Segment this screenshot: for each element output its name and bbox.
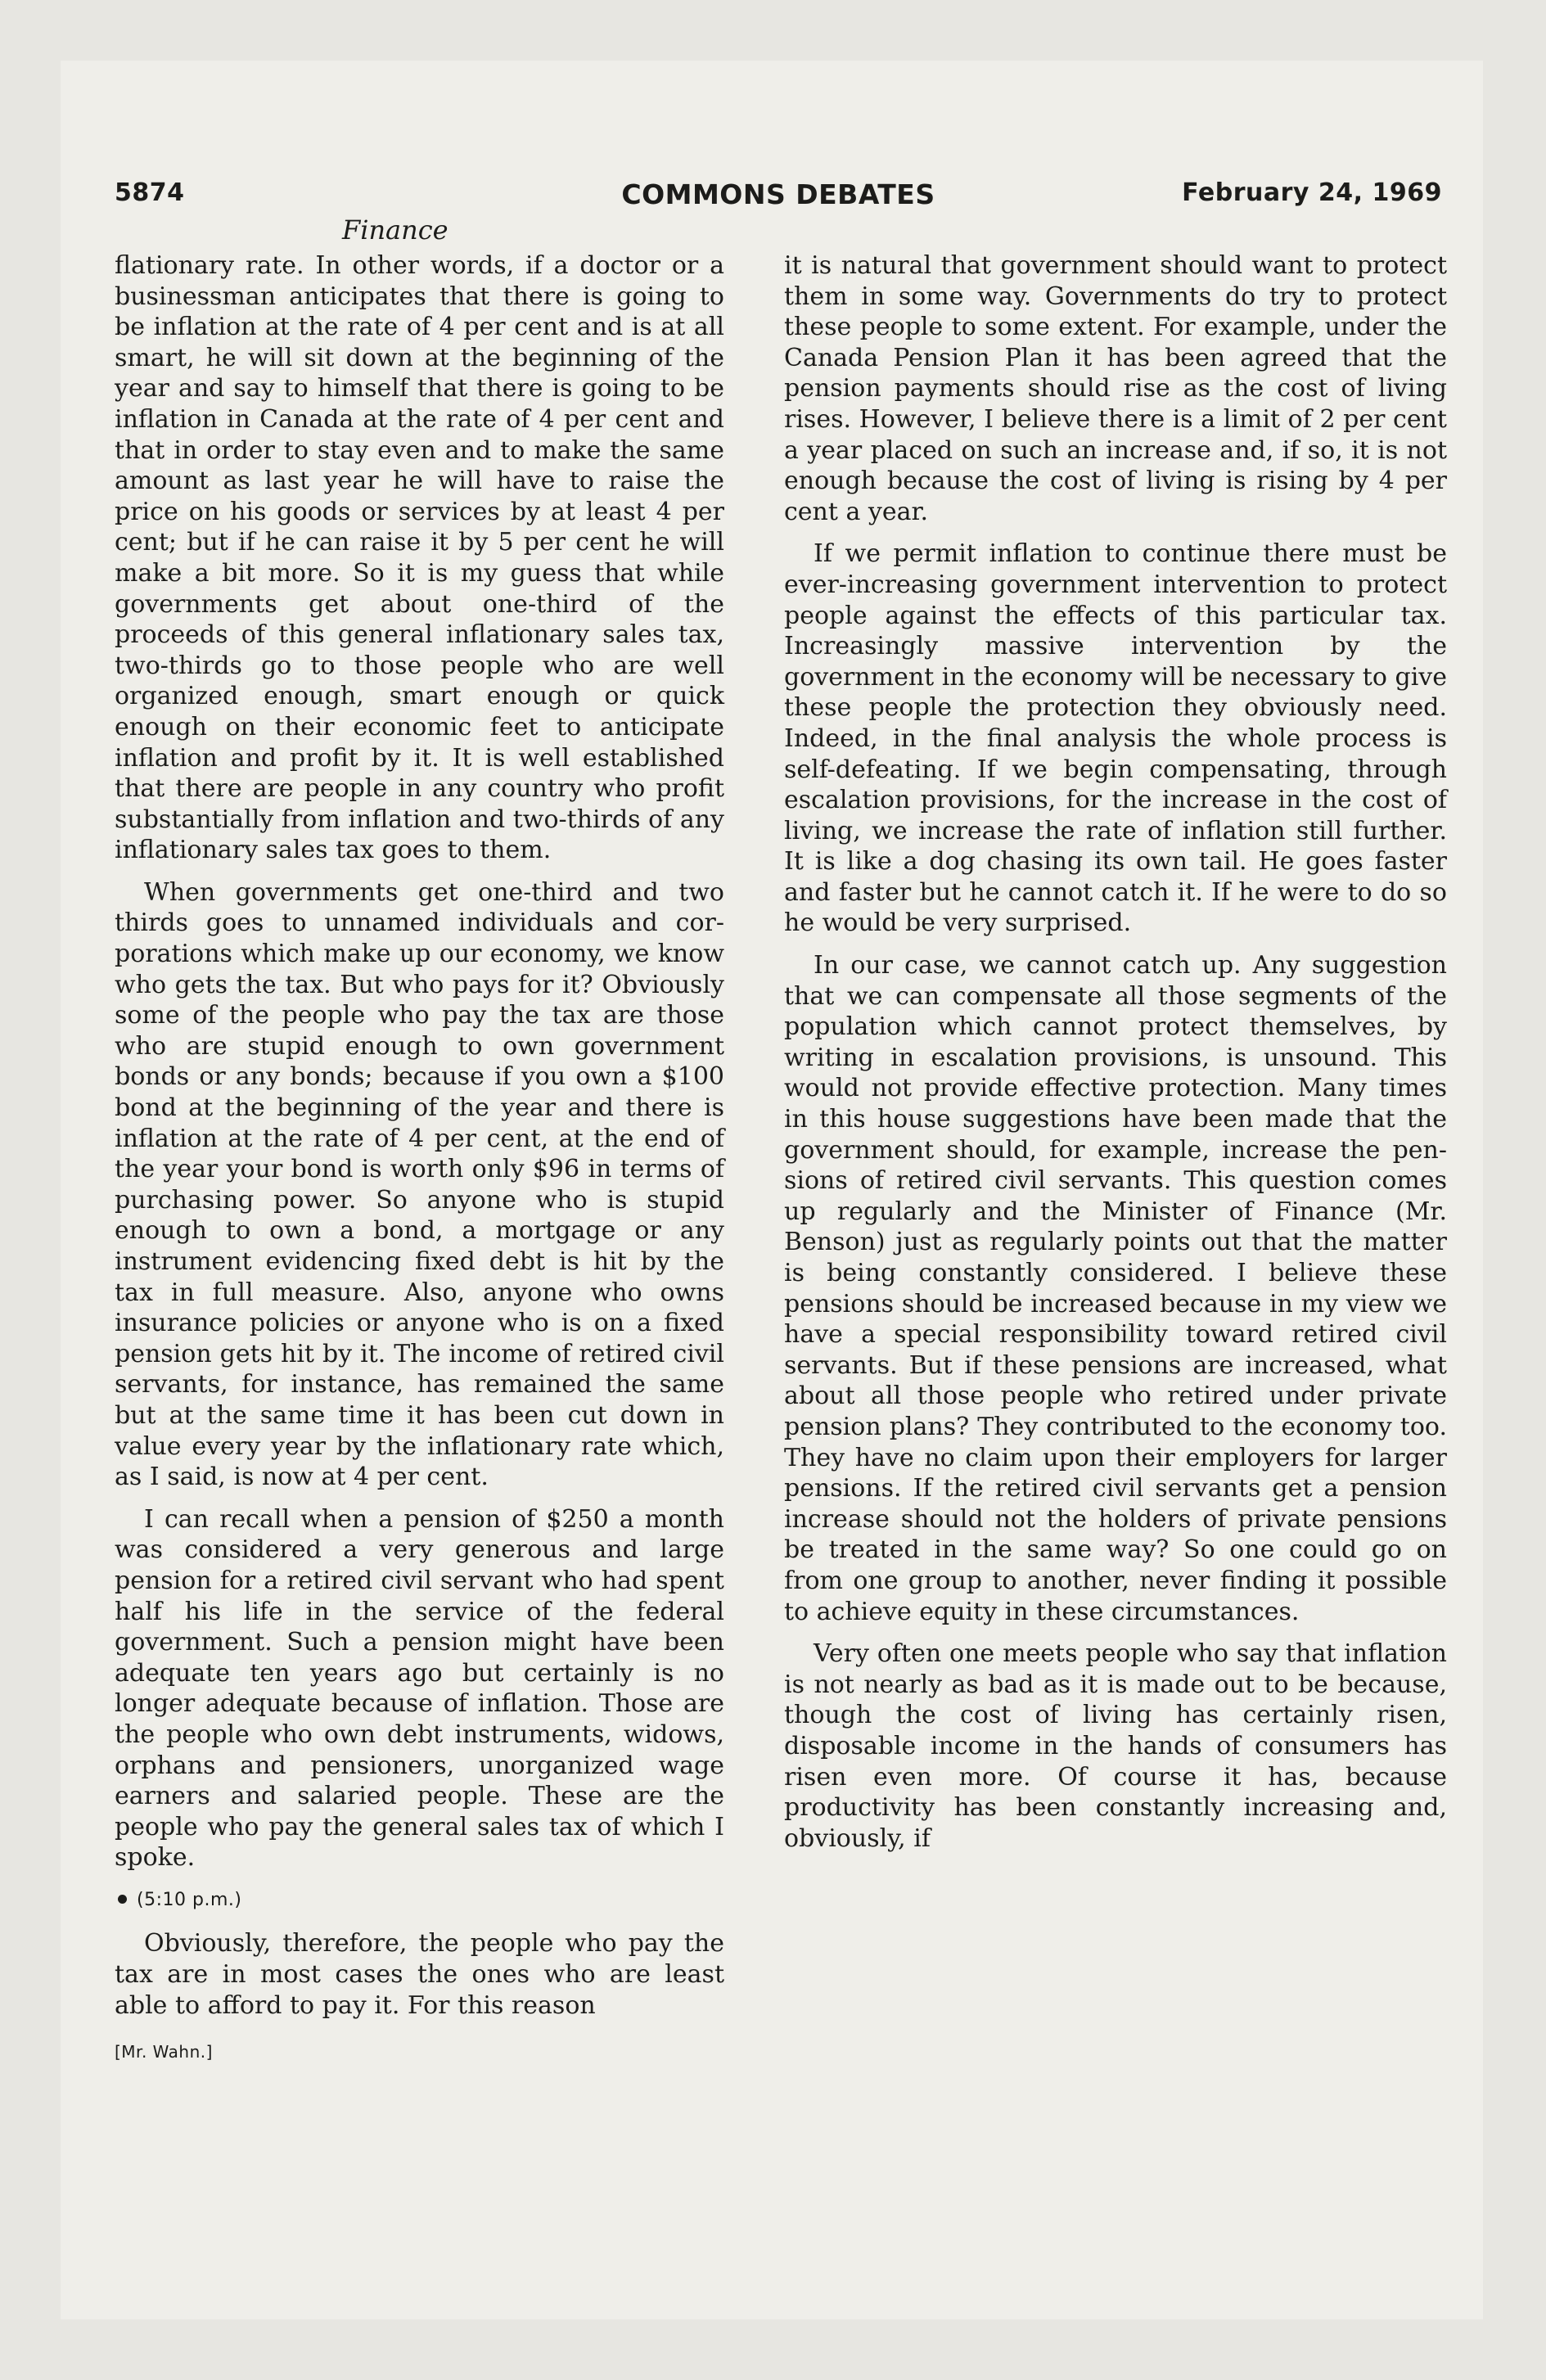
paragraph: it is natural that government should want to protect them in some way. Governments do try to protect these people to some extent. For example, under the Canada Pension Plan it has been agreed that the pension payments should rise as the cost of living rises. However, I believe there is a limit of 2 per cent a year placed on such an increase and, if so, it is not enough because the cost of living is rising by 4 per cent a year. (784, 251, 1447, 526)
paragraph: When governments get one-third and two thirds goes to unnamed individuals and corporations which make up our economy, we know who gets the tax. But who pays for it? Obviously some of the people who pay the tax are those who are stupid enough to own government bonds or any bonds; because if you own a $100 bond at the beginning of the year and there is inflation at the rate of 4 per cent, at the end of the year your bond is worth only $96 in terms of purchasing power. So anyone who is stupid enough to own a bond, a mortgage or any instrument evidencing fixed debt is hit by the tax in full measure. Also, anyone who owns insurance policies or anyone who is on a fixed pension gets hit by it. The income of retired civil servants, for instance, has remained the same but at the same time it has been cut down in value every year by the inflationary rate which, as I said, is now at 4 per cent. (115, 877, 724, 1492)
paragraph: In our case, we cannot catch up. Any suggestion that we can compensate all those segments of the population which cannot protect themselves, by writing in escalation provisions, is unsound. This would not provide effective protection. Many times in this house suggestions have been made that the government should, for example, increase the pensions of retired civil servants. This question comes up regularly and the Minister of Finance (Mr. Benson) just as regularly points out that the matter is being constantly considered. I believe these pensions should be increased because in my view we have a special responsibility toward retired civil servants. But if these pensions are increased, what about all those people who retired under private pension plans? They contributed to the economy too. They have no claim upon their employers for larger pensions. If the retired civil servants get a pension increase should not the holders of private pensions be treated in the same way? So one could go on from one group to another, never finding it possible to achieve equity in these circumstances. (784, 951, 1447, 1626)
subject-heading: Finance (342, 214, 448, 246)
speaker-attribution: [Mr. Wahn.] (115, 2042, 213, 2062)
publication-title: COMMONS DEBATES (621, 178, 935, 210)
paragraph: Very often one meets people who say that inflation is not nearly as bad as it is made out to be because, though the cost of living has certainly risen, disposable income in the hands of consumers has risen even more. Of course it has, because productivity has been constantly increasing and, obviously, if (784, 1639, 1447, 1853)
paragraph: I can recall when a pension of $250 a month was considered a very generous and large pension for a retired civil servant who had spent half his life in the service of the federal government. Such a pension might have been adequate ten years ago but certainly is no longer adequate because of inflation. Those are the people who own debt instruments, widows, orphans and pensioners, unorganized wage earners and salaried people. These are the people who pay the general sales tax of which I spoke. (115, 1504, 724, 1873)
left-column (115, 250, 724, 2068)
bullet-icon (118, 1895, 127, 1904)
paragraph: If we permit inflation to continue there must be ever-increasing government intervention to protect people against the effects of this particular tax. Increasingly massive intervention by the government in the economy will be necessary to give these people the protection they obviously need. Indeed, in the final analysis the whole process is self-defeating. If we begin compensating, through escalation provisions, for the increase in the cost of living, we increase the rate of inflation still further. It is like a dog chasing its own tail. He goes faster and faster but he cannot catch it. If he were to do so he would be very surprised. (784, 539, 1447, 938)
time-stamp (115, 1885, 724, 1916)
right-column (784, 250, 1447, 1865)
page-date: February 24, 1969 (1182, 178, 1442, 207)
page-number: 5874 (115, 178, 185, 207)
paragraph: flationary rate. In other words, if a doctor or a businessman anticipates that there is going to be inflation at the rate of 4 per cent and is at all smart, he will sit down at the beginning of the year and say to himself that there is going to be inflation in Canada at the rate of 4 per cent and that in order to stay even and to make the same amount as last year he will have to raise the price on his goods or services by at least 4 per cent; but if he can raise it by 5 per cent he will make a bit more. So it is my guess that while governments get about one-third of the proceeds of this general inflationary sales tax, two-thirds go to those people who are well organized enough, smart enough or quick enough on their economic feet to anticipate inflation and profit by it. It is well established that there are people in any country who profit substantially from inflation and two-thirds of any inflationary sales tax goes to them. (115, 251, 724, 865)
paragraph: Obviously, therefore, the people who pay the tax are in most cases the ones who are least able to afford to pay it. For this reason (115, 1929, 724, 2020)
time-stamp-text: (5:10 p.m.) (137, 1889, 242, 1910)
